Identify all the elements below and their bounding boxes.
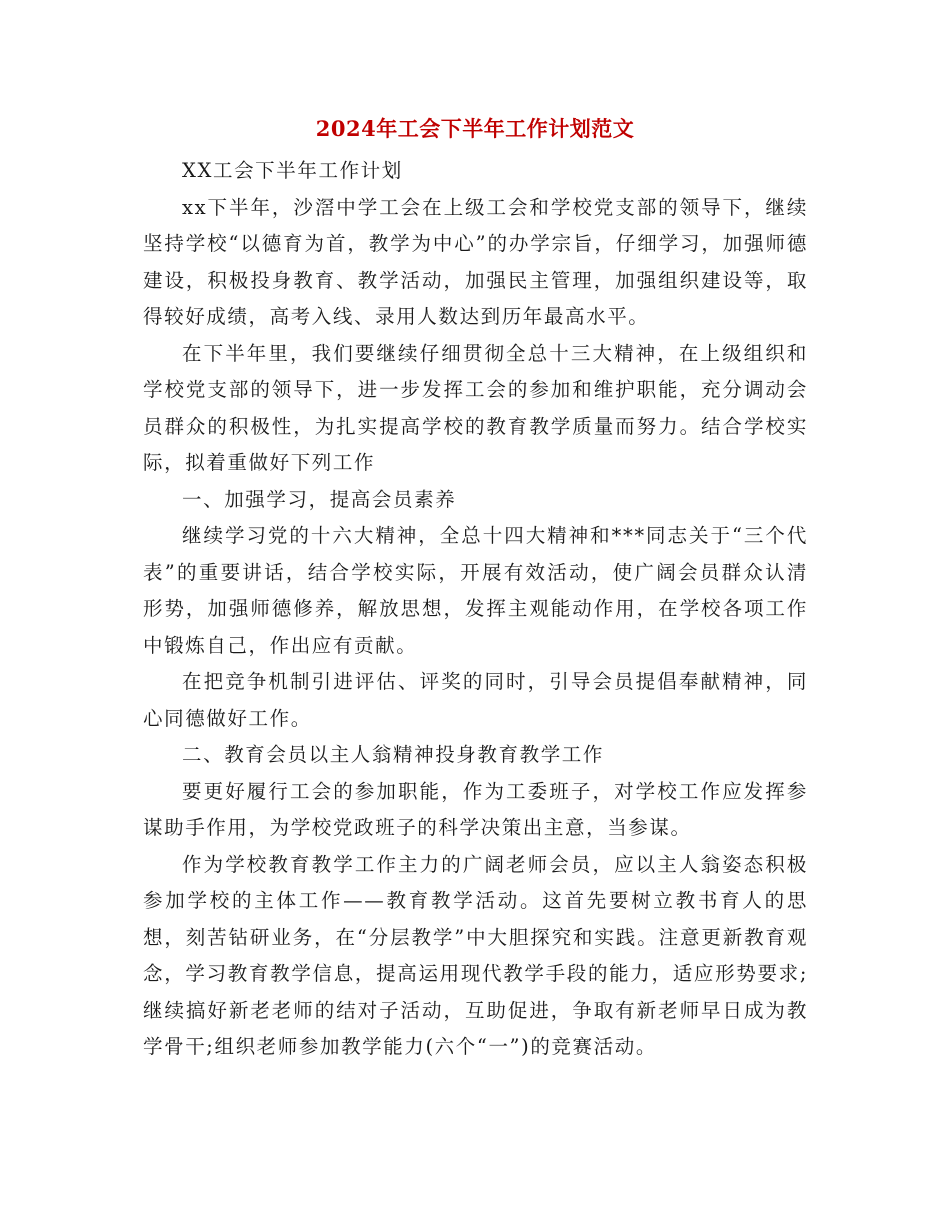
paragraph-summary: xx下半年，沙滘中学工会在上级工会和学校党支部的领导下，继续坚持学校“以德育为首，教学为中心”的办学宗旨，仔细学习，加强师德建设，积极投身教育、教学活动，加强民主管理，加强组织建设等，取得较好成绩，高考入线、录用人数达到历年最高水平。	[143, 195, 808, 328]
document-title: 2024年工会下半年工作计划范文	[315, 116, 635, 141]
paragraph-intro: 在下半年里，我们要继续仔细贯彻全总十三大精神，在上级组织和学校党支部的领导下，进一步发挥工会的参加和维护职能，充分调动会员群众的积极性，为扎实提高学校的教育教学质量而努力。结合学校实际，拟着重做好下列工作	[143, 341, 808, 474]
section-heading-1: 一、加强学习，提高会员素养	[182, 487, 457, 511]
paragraph-plan-heading: XX工会下半年工作计划	[182, 159, 403, 182]
paragraph-study: 继续学习党的十六大精神，全总十四大精神和***同志关于“三个代表”的重要讲话，结合学校实际，开展有效活动，使广阔会员群众认清形势，加强师德修养，解放思想，发挥主观能动作用，在学校各项工作中锻炼自己，作出应有贡献。	[143, 524, 808, 657]
paragraph-teachers: 作为学校教育教学工作主力的广阔老师会员，应以主人翁姿态积极参加学校的主体工作——教育教学活动。这首先要树立教书育人的思想，刻苦钻研业务，在“分层教学”中大胆探究和实践。注意更新教育观念，学习教育教学信息，提高运用现代教学手段的能力，适应形势要求;继续搞好新老老师的结对子活动，互助促进，争取有新老师早日成为教学骨干;组织老师参加教学能力(六个“一”)的竞赛活动。	[143, 852, 808, 1058]
paragraph-participation: 要更好履行工会的参加职能，作为工委班子，对学校工作应发挥参谋助手作用，为学校党政班子的科学决策出主意，当参谋。	[143, 779, 808, 839]
document-body	[143, 153, 808, 1066]
section-heading-2: 二、教育会员以主人翁精神投身教育教学工作	[182, 743, 605, 766]
paragraph-competition: 在把竞争机制引进评估、评奖的同时，引导会员提倡奉献精神，同心同德做好工作。	[143, 670, 808, 730]
